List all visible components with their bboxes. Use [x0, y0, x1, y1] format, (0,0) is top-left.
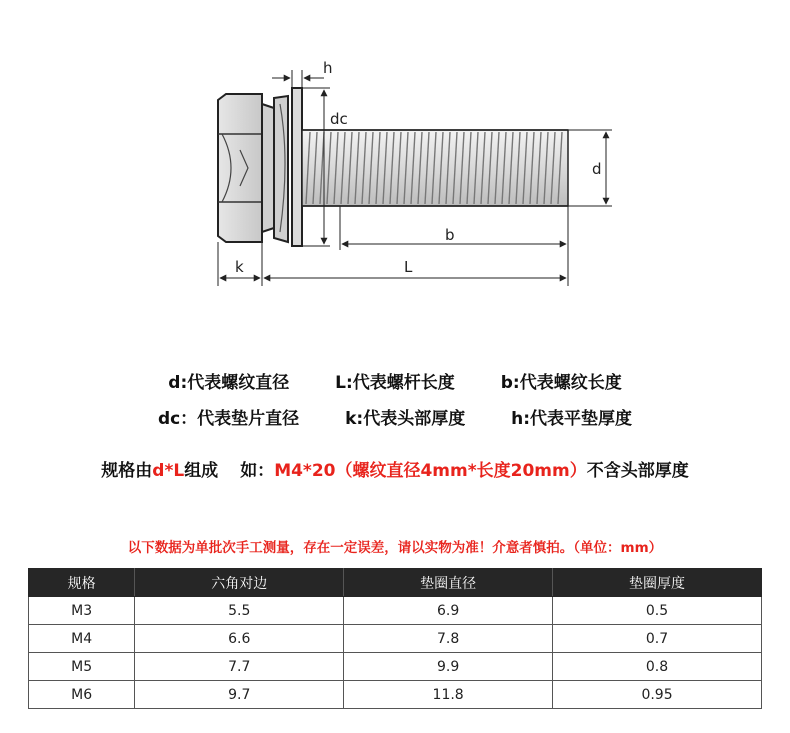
cell-size: M4: [29, 625, 135, 653]
label-dc: dc: [330, 110, 348, 128]
legend-b: b:代表螺纹长度: [500, 373, 622, 393]
measurement-notice: 以下数据为单批次手工测量，存在一定误差，请以实物为准！介意者慎拍。（单位：mm）: [127, 540, 663, 556]
label-k: k: [235, 258, 244, 276]
table-header-row: [29, 569, 762, 597]
spec-prefix: 规格由: [101, 461, 153, 481]
cell-washer-diameter: 7.8: [344, 625, 553, 653]
cell-size: M6: [29, 681, 135, 709]
cell-washer-thickness: 0.8: [553, 653, 762, 681]
spec-table: [28, 568, 762, 709]
header-size: 规格: [29, 569, 135, 597]
table-row: [29, 653, 762, 681]
table-row: [29, 681, 762, 709]
dimension-d: [568, 130, 612, 206]
header-washer-thickness: 垫圈厚度: [553, 569, 762, 597]
legend-row-1: [0, 368, 790, 393]
legend-row-2: [0, 404, 790, 429]
legend-k: k:代表头部厚度: [345, 409, 466, 429]
washers: [274, 88, 302, 246]
table-row: [29, 625, 762, 653]
legend-d: d:代表螺纹直径: [168, 373, 290, 393]
spec-suffix: 不含头部厚度: [586, 461, 689, 481]
spec-example: M4*20（螺纹直径4mm*长度20mm）: [274, 461, 587, 481]
cell-hex-width: 5.5: [135, 597, 344, 625]
screw-drawing: [0, 0, 790, 320]
header-washer-diameter: 垫圈直径: [344, 569, 553, 597]
label-h: h: [323, 59, 333, 77]
hex-head: [218, 94, 274, 242]
cell-washer-thickness: 0.95: [553, 681, 762, 709]
screw-diagram: [0, 0, 790, 320]
cell-washer-thickness: 0.7: [553, 625, 762, 653]
label-b: b: [445, 226, 455, 244]
cell-size: M3: [29, 597, 135, 625]
cell-size: M5: [29, 653, 135, 681]
dimension-L: [264, 258, 566, 278]
dimension-b: [340, 206, 568, 286]
cell-washer-diameter: 9.9: [344, 653, 553, 681]
dimension-k: [218, 242, 262, 286]
legend-h: h:代表平垫厚度: [511, 409, 633, 429]
cell-washer-thickness: 0.5: [553, 597, 762, 625]
spec-middle: 组成: [184, 461, 219, 481]
cell-hex-width: 7.7: [135, 653, 344, 681]
threaded-shank: [302, 130, 568, 206]
cell-washer-diameter: 11.8: [344, 681, 553, 709]
table-row: [29, 597, 762, 625]
spec-formula: d*L: [152, 461, 185, 481]
legend-L: L:代表螺杆长度: [335, 373, 455, 393]
label-L: L: [404, 258, 413, 276]
header-hex-width: 六角对边: [135, 569, 344, 597]
spec-description: [0, 456, 790, 481]
dimension-h: [272, 59, 333, 90]
cell-hex-width: 6.6: [135, 625, 344, 653]
spec-example-label: 如：: [240, 461, 275, 481]
legend-dc: dc：代表垫片直径: [157, 409, 300, 429]
cell-hex-width: 9.7: [135, 681, 344, 709]
cell-washer-diameter: 6.9: [344, 597, 553, 625]
label-d: d: [592, 160, 602, 178]
